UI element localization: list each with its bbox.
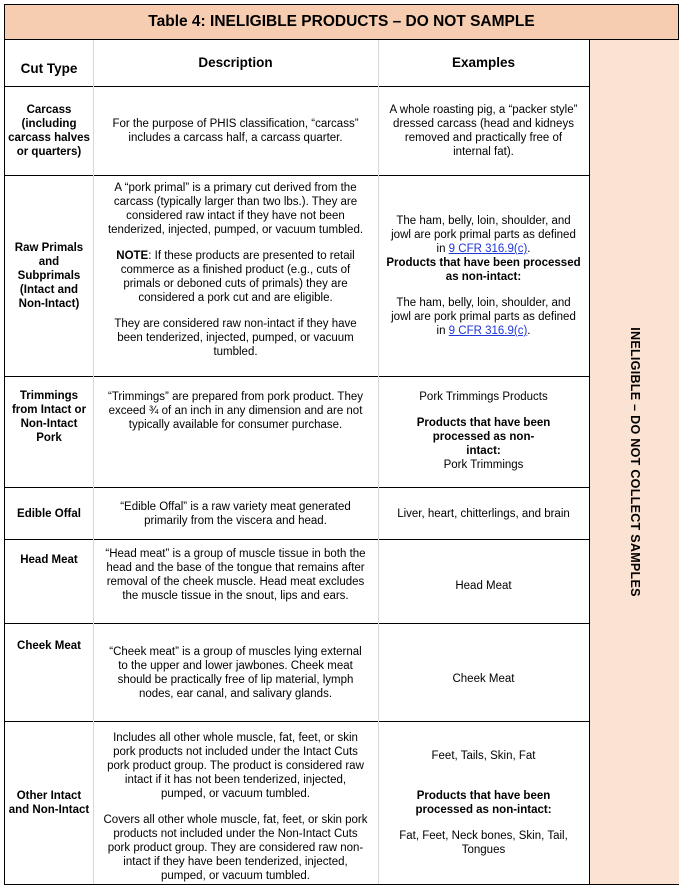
side-column — [589, 40, 679, 884]
description-paragraph: Covers all other whole muscle, fat, feet, or skin pork products not included under the Non-Intact Cuts pork product group. They are considered raw non-intact if they have been tenderized, injected, pumped, or vacuum tumbled. — [103, 814, 368, 882]
non-intact-heading: Products that have been processed as non-intact: — [415, 790, 552, 816]
non-intact-heading: Products that have been processed as non-intact: — [416, 417, 551, 457]
cut-type-cell: Trimmings from Intact or Non-Intact Pork — [11, 390, 87, 444]
examples-paragraph: Feet, Tails, Skin, Fat — [431, 750, 536, 762]
column-divider — [378, 40, 379, 884]
cut-type-cell: Edible Offal — [17, 507, 81, 520]
description-cell — [93, 176, 378, 376]
header-examples: Examples — [451, 55, 516, 70]
non-intact-heading: Products that have been processed as non-intact: — [386, 257, 581, 283]
description-paragraph: They are considered raw non-intact if they have been tenderized, injected, pumped, or vacuum tumbled. — [114, 318, 357, 358]
cfr-link[interactable]: 9 CFR 316.9(c) — [448, 243, 528, 255]
cut-type-cell: Carcass (including carcass halves or quarters) — [8, 104, 90, 158]
description-cell: “Cheek meat” is a group of muscles lying external to the upper and lower jawbones. Cheek meat should be practically free of lip material, lymph nodes, ear canal, and salivary glands. — [109, 646, 362, 700]
period: . — [527, 243, 531, 255]
examples-cell — [378, 722, 589, 884]
ineligible-products-table — [4, 4, 679, 885]
examples-paragraph: Pork Trimmings Products — [419, 391, 548, 403]
cut-type-cell: Cheek Meat — [17, 640, 81, 652]
note-paragraph — [103, 249, 368, 305]
note-label: NOTE — [116, 250, 149, 262]
examples-paragraph: Pork Trimmings — [443, 459, 524, 471]
examples-cell: Cheek Meat — [452, 672, 515, 685]
examples-paragraph: Fat, Feet, Neck bones, Skin, Tail, Tongues — [399, 830, 568, 856]
cfr-link[interactable]: 9 CFR 316.9(c) — [448, 325, 528, 337]
examples-cell — [378, 377, 589, 487]
description-paragraph: Includes all other whole muscle, fat, feet, or skin pork products not included under the Intact Cuts pork product group. The product is considered raw intact if it has not been tenderized, injected, pumped, or vacuum tumbled. — [107, 732, 364, 800]
description-paragraph: A “pork primal” is a primary cut derived from the carcass (typically larger than two lbs.). They are considered raw intact if they have not been tenderized, injected, pumped, or vacuum tumbled. — [107, 182, 364, 236]
note-text: : If these products are presented to retail commerce as a finished product (e.g., cuts of primals or deboned cuts of primals) they are considered a pork cut and are eligible. — [120, 250, 355, 304]
description-cell — [93, 722, 378, 884]
cut-type-cell: Raw Primals and Subprimals (Intact and Non-Intact) — [14, 242, 84, 310]
cut-type-cell: Other Intact and Non-Intact — [8, 790, 90, 816]
cut-type-cell: Head Meat — [20, 554, 78, 566]
header-cut-type: Cut Type — [20, 61, 78, 76]
examples-text — [386, 214, 581, 256]
description-cell: For the purpose of PHIS classification, “carcass” includes a carcass half, a carcass quarter. — [112, 118, 359, 144]
side-label: INELIGIBLE – DO NOT COLLECT SAMPLES — [627, 327, 642, 597]
examples-text — [386, 296, 581, 338]
table-title: Table 4: INELIGIBLE PRODUCTS – DO NOT SAMPLE — [5, 5, 678, 40]
examples-cell: Liver, heart, chitterlings, and brain — [397, 507, 570, 520]
period: . — [527, 325, 531, 337]
examples-cell — [378, 176, 589, 376]
examples-cell: Head Meat — [455, 579, 512, 592]
description-cell: “Trimmings” are prepared from pork product. They exceed ¾ of an inch in any dimension and are not typically available for consumer purchase. — [107, 391, 363, 431]
column-divider — [93, 40, 94, 884]
examples-paragraph: The ham, belly, loin, shoulder, and jowl are pork primal parts as defined in — [391, 215, 576, 255]
examples-cell: A whole roasting pig, a “packer style” dressed carcass (head and kidneys removed and practically free of internal fat). — [389, 104, 578, 158]
header-description: Description — [198, 55, 273, 70]
description-cell: “Head meat” is a group of muscle tissue in both the head and the base of the tongue that remains after removal of the cheek muscle. Head meat excludes the muscle tissue in the snout, lips and ears. — [105, 548, 366, 602]
description-cell: “Edible Offal” is a raw variety meat generated primarily from the viscera and head. — [120, 500, 351, 527]
examples-paragraph: The ham, belly, loin, shoulder, and jowl are pork primal parts as defined in — [391, 297, 576, 337]
